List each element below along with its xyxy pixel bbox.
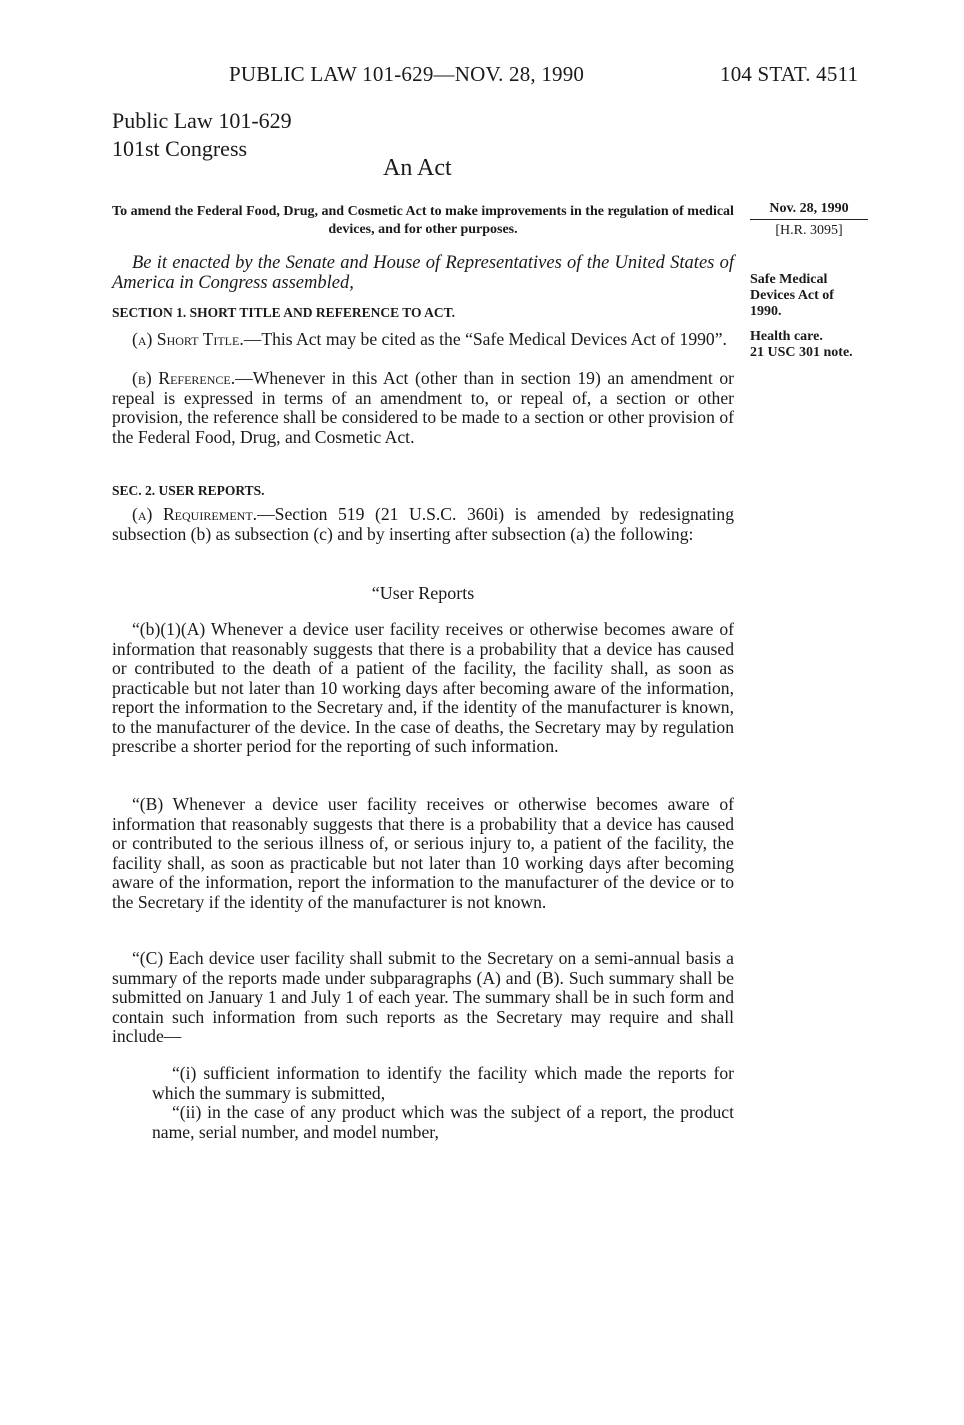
paragraph-B: “(B) Whenever a device user facility receives or otherwise becomes aware of information that reasonably suggests that there is a probability that a device has caused or contributed to the serious illness of, or serious injury to, a patient of the facility, the facility shall, as soon as practicable but not later than 10 working days after becoming aware of the information, report the information to the manufacturer of the device or to the Secretary if the identity of the manufacturer is not known. <box>112 794 734 912</box>
section-2-heading: SEC. 2. USER REPORTS. <box>112 483 265 498</box>
running-title: PUBLIC LAW 101-629—NOV. 28, 1990 <box>229 62 585 86</box>
clause-i: “(i) sufficient information to identify the facility which made the reports for which the summary is submitted, <box>152 1063 734 1103</box>
section-1b-text: —Whenever in this Act (other than in section 19) an amendment or repeal is expressed in terms of an amendment to, or repeal of, a section or other provision, the reference shall be considered to be made to a section or other provision of the Federal Food, Drug, and Cosmetic Act. <box>112 368 735 447</box>
section-1b-paragraph <box>112 369 734 447</box>
paragraph-b1A: “(b)(1)(A) Whenever a device user facility receives or otherwise becomes aware of information that reasonably suggests that there is a probability that a device has caused or contributed to the death of a patient of the facility, the facility shall, as soon as practicable but not later than 10 working days after becoming aware of the information, report the information to the Secretary and, if the identity of the manufacturer is known, to the manufacturer of the device. In the case of deaths, the Secretary may by regulation prescribe a shorter period for the reporting of such information. <box>112 619 734 756</box>
paragraph-C: “(C) Each device user facility shall submit to the Secretary on a semi-annual basis a summary of the reports made under subparagraphs (A) and (B). Such summary shall be submitted on January 1 and July 1 of each year. The summary shall be in such form and contain such information from such reports as the Secretary may require and shall include— <box>112 948 734 1046</box>
section-1a-label: (a) Short Title. <box>132 329 244 349</box>
enactment-date: Nov. 28, 1990 <box>750 201 868 220</box>
subject-note: Health care. <box>750 329 823 344</box>
margin-short-title-note: Safe Medical Devices Act of 1990. <box>750 272 834 319</box>
section-1b-label: (b) Reference. <box>132 368 236 388</box>
margin-date-note <box>750 201 868 239</box>
usc-note: 21 USC 301 note. <box>750 345 853 360</box>
act-title: An Act <box>383 155 452 181</box>
stat-reference: 104 STAT. 4511 <box>720 62 859 86</box>
section-2a-label: (a) Requirement. <box>132 504 258 524</box>
purpose-clause: To amend the Federal Food, Drug, and Cosmetic Act to make improvements in the regulation of medical devices, and for other purposes. <box>112 204 734 237</box>
congress-number: 101st Congress <box>112 136 248 161</box>
clause-ii: “(ii) in the case of any product which was the subject of a report, the product name, serial number, and model number, <box>152 1102 734 1142</box>
enacting-clause: Be it enacted by the Senate and House of Representatives of the United States of America in Congress assembled, <box>112 253 734 293</box>
bill-number: [H.R. 3095] <box>775 223 843 238</box>
section-1a-text: —This Act may be cited as the “Safe Medical Devices Act of 1990”. <box>243 329 727 349</box>
margin-subject-note <box>750 329 880 361</box>
law-identification <box>112 107 292 163</box>
section-2a-text: —Section 519 (21 U.S.C. 360i) is amended by redesignating subsection (b) as subsection (c) and by inserting after subsection (a) the following: <box>112 504 734 544</box>
section-1a-paragraph <box>112 330 734 350</box>
user-reports-heading: “User Reports <box>371 583 475 603</box>
law-number: Public Law 101-629 <box>112 108 292 133</box>
section-2a-paragraph <box>112 505 734 544</box>
section-1-heading: SECTION 1. SHORT TITLE AND REFERENCE TO ACT. <box>112 305 456 320</box>
